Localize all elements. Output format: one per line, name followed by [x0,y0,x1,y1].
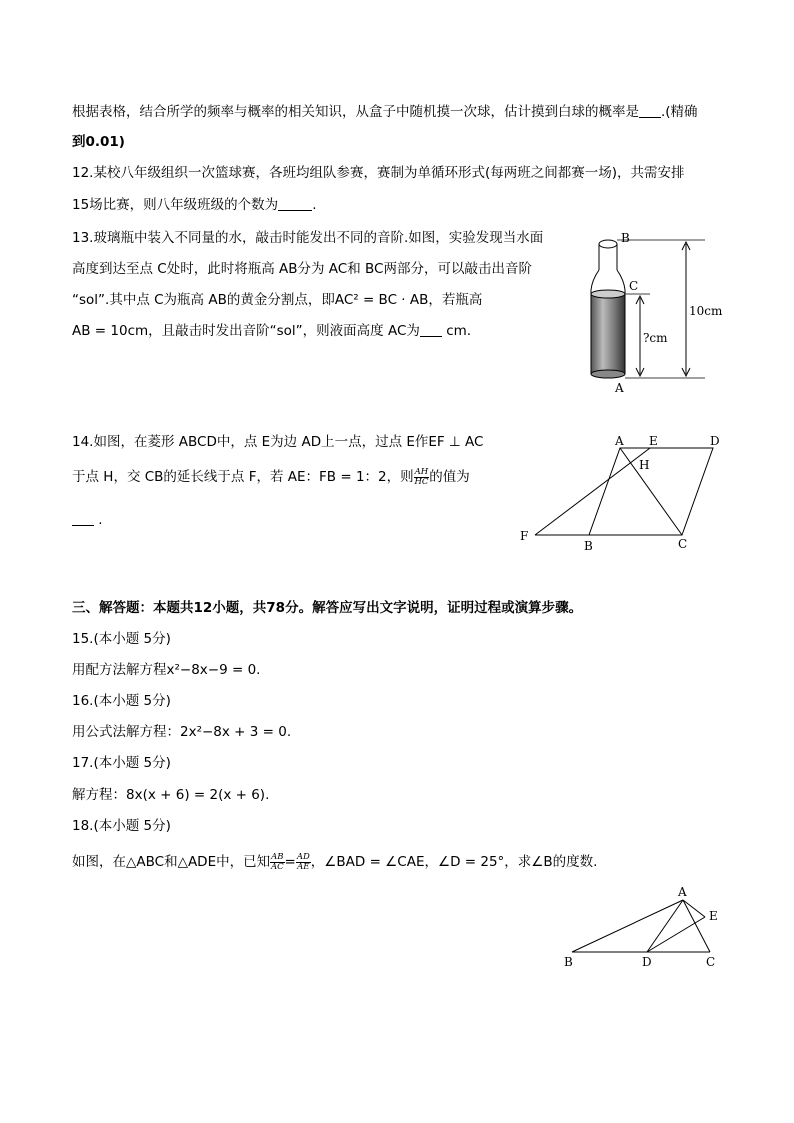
q13-label-b: B [621,231,630,245]
q18-label-c: C [706,955,716,969]
q11-text: 根据表格，结合所学的频率与概率的相关知识，从盒子中随机摸一次球，估计摸到白球的概率是 [72,104,639,120]
q14-label-a: A [615,434,624,448]
q18-fraction-2 [296,853,311,872]
q18-frac1-num: AB [271,851,284,862]
q14-label-c: C [678,537,688,551]
q18-text-b: ，∠BAD = ∠CAE，∠D = 25°，求∠B的度数. [310,854,598,870]
q13-label-c: C [629,279,639,293]
q11-line1 [72,102,698,122]
q14-answer-blank [72,511,94,526]
q17-body: 解方程：8x(x + 6) = 2(x + 6). [72,787,270,803]
q13-label-part: ?cm [643,331,668,345]
q18-fraction-1 [270,853,284,872]
q13-answer-blank [420,322,442,337]
q18-label-a: A [678,885,687,899]
q18-text-a: 如图，在△ABC和△ADE中，已知 [72,854,271,870]
q14-label-f: F [520,529,529,543]
q18-label-e: E [709,909,718,923]
q13-line3: “sol”.其中点 C为瓶高 AB的黄金分割点，即AC² = BC · AB，若瓶高 [72,292,483,308]
q13-line4 [72,321,471,341]
q13-bottle-figure [580,228,730,398]
q18-frac2-num: AD [296,851,310,862]
q18-triangle-figure [560,882,730,974]
q14-rhombus-figure [515,432,730,557]
q14-fraction [414,468,430,487]
q12-answer-blank [278,196,312,211]
q14-label-e: E [649,434,658,448]
q14-text-end: . [98,512,103,528]
q14-line1: 14.如图，在菱形 ABCD中，点 E为边 AD上一点，过点 E作EF ⊥ AC [72,434,484,450]
q11-text-end: .(精确 [661,104,698,120]
q15-title: 15.(本小题 5分) [72,631,171,647]
q18-body [72,852,597,872]
q18-label-d: D [642,955,652,969]
q15-body: 用配方法解方程x²−8x−9 = 0. [72,662,261,678]
q12-text-end: . [312,197,317,213]
q14-text-a: 于点 H，交 CB的延长线于点 F，若 AE：FB = 1：2，则 [72,469,414,485]
q12-line2 [72,195,316,215]
q13-line2: 高度到达至点 C处时，此时将瓶高 AB分为 AC和 BC两部分，可以敲击出音阶 [72,261,532,277]
q14-label-b: B [584,539,593,553]
q14-label-h: H [639,458,650,472]
q18-frac1-den: AC [270,861,284,872]
q13-label-a: A [615,381,624,395]
q14-line3 [72,510,103,530]
q11-answer-blank [639,103,661,118]
q13-label-total: 10cm [689,304,723,318]
q14-line2 [72,467,470,487]
q18-label-b: B [564,955,573,969]
q17-title: 17.(本小题 5分) [72,755,171,771]
q14-label-d: D [710,434,720,448]
q18-equals: = [284,854,296,870]
q16-title: 16.(本小题 5分) [72,693,171,709]
q18-frac2-den: AE [297,861,310,872]
q12-text: 15场比赛，则八年级班级的个数为 [72,197,279,213]
q11-line2: 到0.01) [72,134,125,150]
q13-text-end: cm. [446,323,472,339]
q14-frac-den: HC [414,476,429,487]
q12-line1: 12.某校八年级组织一次篮球赛，各班均组队参赛，赛制为单循环形式(每两班之间都赛一场)，共需安排 [72,165,685,181]
q14-frac-num: AH [414,466,429,477]
q14-text-b: 的值为 [429,469,470,485]
q13-text: AB = 10cm，且敲击时发出音阶“sol”，则液面高度 AC为 [72,323,420,339]
section3-heading: 三、解答题：本题共12小题，共78分。解答应写出文字说明，证明过程或演算步骤。 [72,600,583,616]
q16-body: 用公式法解方程：2x²−8x + 3 = 0. [72,724,292,740]
q13-line1: 13.玻璃瓶中装入不同量的水，敲击时能发出不同的音阶.如图，实验发现当水面 [72,230,544,246]
q18-title: 18.(本小题 5分) [72,818,171,834]
